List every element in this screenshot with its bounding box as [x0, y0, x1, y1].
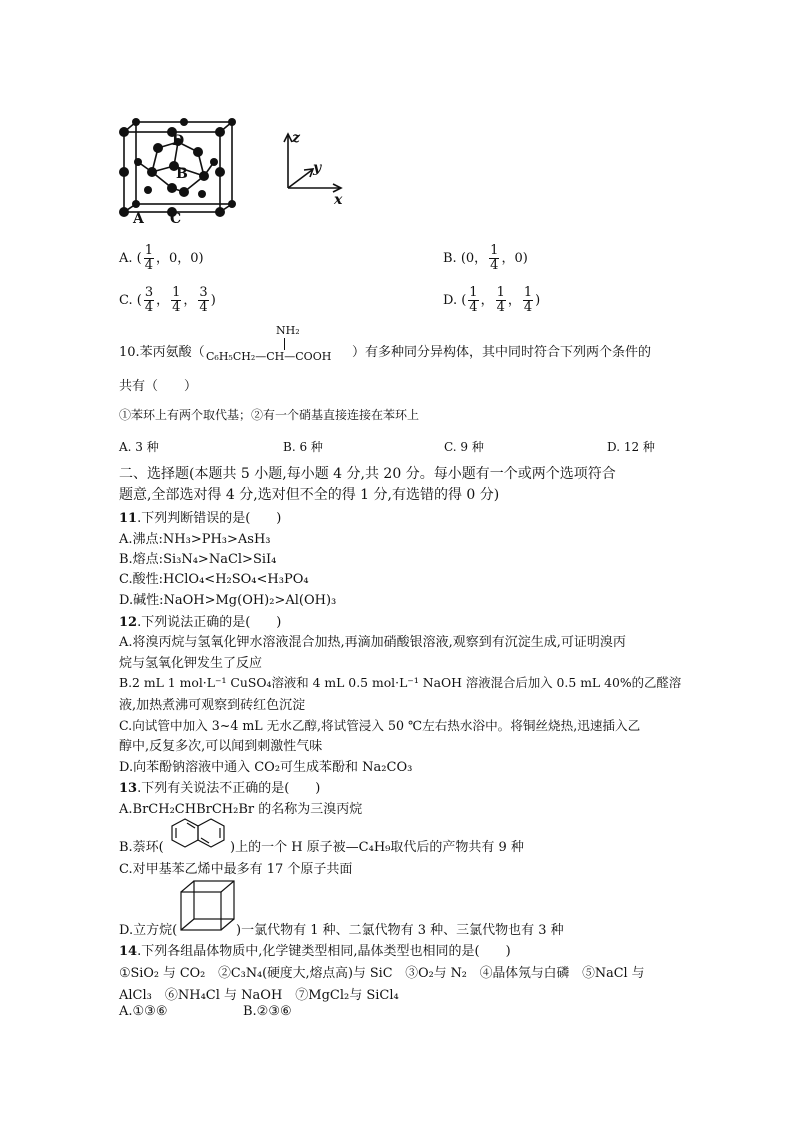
option-text: B. (0， — [443, 251, 488, 266]
fraction — [144, 244, 154, 273]
q10-conditions: ①苯环上有两个取代基；②有一个硝基直接连接在苯环上 — [119, 408, 420, 422]
q10-stem-start: 10.苯丙氨酸（ — [119, 345, 205, 360]
option-text: ) — [535, 293, 541, 308]
q9-option-a[interactable] — [119, 244, 204, 273]
question-stem: .下列有关说法不正确的是( ) — [137, 781, 321, 796]
question-number: 11 — [119, 511, 138, 526]
question-stem: .下列各组晶体物质中,化学键类型相同,晶体类型也相同的是( ) — [137, 944, 511, 959]
axis-label-x: x — [334, 192, 343, 208]
q12-option-b-line2: 液,加热煮沸可观察到砖红色沉淀 — [119, 698, 306, 713]
q13-option-b-prefix[interactable]: B.萘环( — [119, 840, 164, 855]
q12-option-c-line1[interactable]: C.向试管中加入 3~4 mL 无水乙醇,将试管浸入 50 ℃左右热水浴中。将铜丝烧热,迅速插入乙 — [119, 718, 641, 733]
q14-option-a[interactable]: A.①③⑥ — [119, 1004, 168, 1019]
q11-option-c[interactable]: C.酸性:HClO₄<H₂SO₄<H₃PO₄ — [119, 572, 309, 587]
fraction — [496, 286, 506, 315]
fraction — [468, 286, 478, 315]
question-number: 13 — [119, 781, 138, 796]
q12-option-d[interactable]: D.向苯酚钠溶液中通入 CO₂可生成苯酚和 Na₂CO₃ — [119, 760, 413, 775]
q13-option-a[interactable]: A.BrCH₂CHBrCH₂Br 的名称为三溴丙烷 — [119, 802, 363, 817]
separator: ， — [507, 293, 521, 308]
denominator: 4 — [490, 258, 499, 273]
question-stem: .下列判断错误的是( ) — [137, 511, 282, 526]
fraction — [198, 286, 208, 315]
numerator: 1 — [496, 285, 505, 300]
crystal-label-d: D — [172, 133, 185, 149]
denominator: 4 — [523, 300, 533, 315]
denominator: 4 — [469, 300, 478, 315]
fraction — [171, 286, 181, 315]
denominator: 4 — [144, 258, 154, 273]
denominator: 4 — [144, 300, 154, 315]
fraction — [144, 286, 154, 315]
q14-items-line1: ①SiO₂ 与 CO₂ ②C₃N₄(硬度大,熔点高)与 SiC ③O₂与 N₂ ④晶体氖与白磷 ⑤NaCl 与 — [119, 966, 645, 981]
q12-option-a-line1[interactable]: A.将溴丙烷与氢氧化钾水溶液混合加热,再滴加硝酸银溶液,观察到有沉淀生成,可证明溴丙 — [119, 635, 626, 650]
section2-heading-line1: 二、选择题(本题共 5 小题,每小题 4 分,共 20 分。每小题有一个或两个选项符合 — [119, 466, 616, 482]
crystal-label-b: B — [176, 166, 188, 182]
denominator: 4 — [172, 300, 181, 315]
axis-label-y: y — [313, 160, 322, 176]
numerator: 1 — [490, 243, 499, 258]
structure-bond-line — [284, 338, 285, 350]
separator: ， — [183, 293, 197, 308]
q13-option-d-prefix[interactable]: D.立方烷( — [119, 923, 178, 938]
q14-items-line2: AlCl₃ ⑥NH₄Cl 与 NaOH ⑦MgCl₂与 SiCl₄ — [119, 988, 399, 1003]
q14-option-b[interactable]: B.②③⑥ — [243, 1004, 292, 1019]
separator: ， — [480, 293, 494, 308]
axis-label-z: z — [292, 130, 300, 146]
naphthalene-icon — [170, 816, 230, 850]
option-text: C. ( — [119, 293, 142, 308]
q13-option-c[interactable]: C.对甲基苯乙烯中最多有 17 个原子共面 — [119, 862, 353, 877]
q11-stem — [119, 507, 281, 526]
option-text: ，0) — [501, 251, 528, 266]
q13-option-d-text: )一氯代物有 1 种、二氯代物有 3 种、三氯代物也有 3 种 — [236, 923, 564, 938]
q12-stem — [119, 611, 281, 630]
q10-option-d[interactable]: D. 12 种 — [607, 440, 655, 454]
crystal-label-c: C — [170, 211, 182, 227]
denominator: 4 — [199, 300, 208, 315]
q10-option-a[interactable]: A. 3 种 — [119, 440, 159, 454]
option-text: D. ( — [443, 293, 467, 308]
q11-option-b[interactable]: B.熔点:Si₃N₄>NaCl>SiI₄ — [119, 552, 277, 567]
numerator: 3 — [144, 285, 154, 300]
numerator: 3 — [199, 285, 208, 300]
q12-option-c-line2: 醇中,反复多次,可以闻到刺激性气味 — [119, 739, 323, 754]
q10-option-c[interactable]: C. 9 种 — [444, 440, 484, 454]
q13-stem — [119, 777, 320, 796]
structure-main-chain: C₆H₅CH₂—CH—COOH — [206, 350, 332, 363]
q11-option-d[interactable]: D.碱性:NaOH>Mg(OH)₂>Al(OH)₃ — [119, 593, 337, 608]
q9-option-c[interactable] — [119, 286, 216, 315]
numerator: 1 — [144, 243, 154, 258]
q12-option-a-line2: 烷与氢氧化钾发生了反应 — [119, 656, 263, 671]
q14-stem — [119, 940, 511, 959]
q13-option-b-text: )上的一个 H 原子被—C₄H₉取代后的产物共有 9 种 — [230, 840, 524, 855]
numerator: 1 — [469, 285, 478, 300]
q9-option-d[interactable] — [443, 286, 540, 315]
question-number: 14 — [119, 944, 138, 959]
structure-nh2: NH₂ — [276, 324, 300, 337]
section2-heading-line2: 题意,全部选对得 4 分,选对但不全的得 1 分,有选错的得 0 分) — [119, 487, 500, 503]
fraction — [489, 244, 499, 273]
question-stem: .下列说法正确的是( ) — [137, 615, 282, 630]
q10-option-b[interactable]: B. 6 种 — [283, 440, 323, 454]
option-text: ) — [210, 293, 216, 308]
q11-option-a[interactable]: A.沸点:NH₃>PH₃>AsH₃ — [119, 532, 271, 547]
q10-stem-line2: 共有（ ） — [119, 379, 198, 394]
crystal-label-a: A — [133, 211, 144, 227]
question-number: 12 — [119, 615, 138, 630]
numerator: 1 — [172, 285, 181, 300]
cubane-icon — [178, 878, 238, 934]
option-text: ，0，0) — [156, 251, 204, 266]
option-text: A. ( — [119, 251, 142, 266]
phenylalanine-structure — [206, 324, 352, 368]
q10-stem-end: ）有多种同分异构体，其中同时符合下列两个条件的 — [352, 345, 652, 360]
separator: ， — [156, 293, 170, 308]
numerator: 1 — [523, 285, 533, 300]
q12-option-b-line1[interactable]: B.2 mL 1 mol·L⁻¹ CuSO₄溶液和 4 mL 0.5 mol·L⁻¹ NaOH 溶液混合后加入 0.5 mL 40%的乙醛溶 — [119, 675, 682, 690]
fraction — [523, 286, 533, 315]
denominator: 4 — [496, 300, 505, 315]
q9-option-b[interactable] — [443, 244, 528, 273]
